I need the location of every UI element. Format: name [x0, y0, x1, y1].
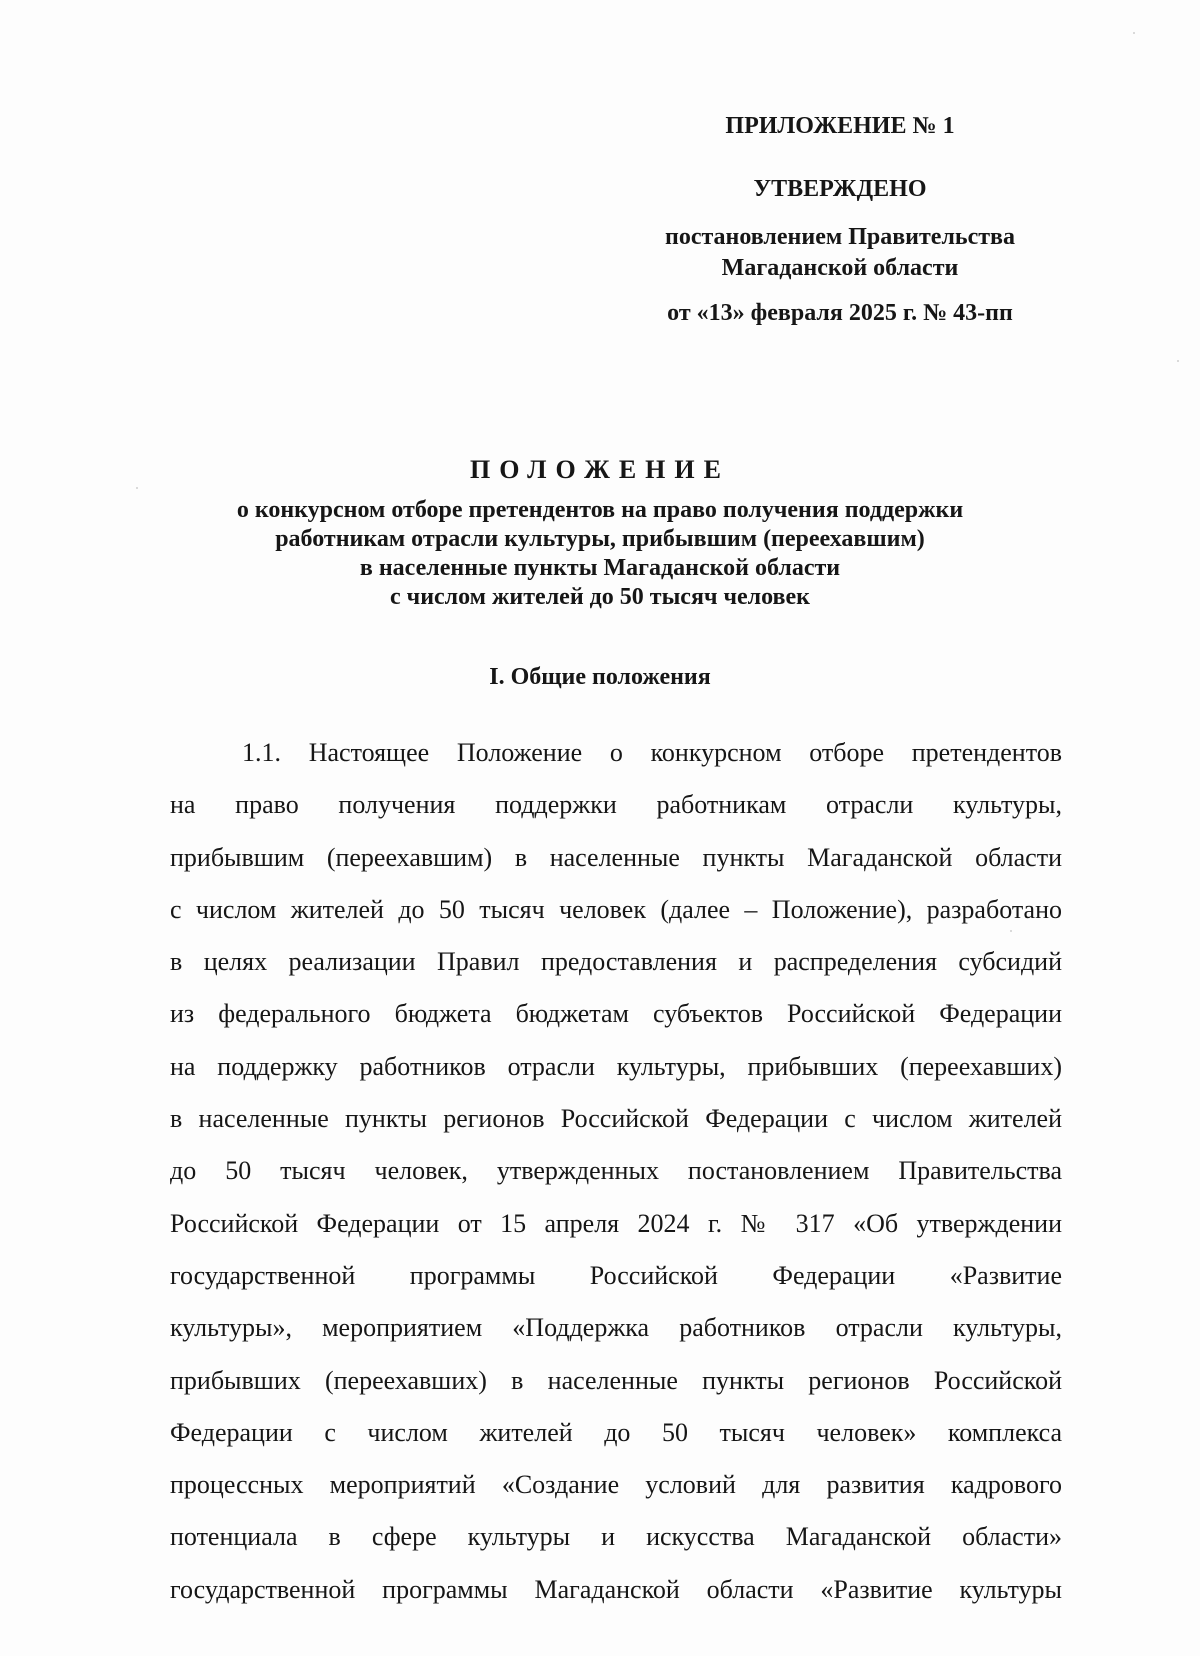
scan-speck — [1177, 360, 1179, 362]
paragraph-line: государственной программы Магаданской области «Развитие культуры — [170, 1574, 1062, 1604]
paragraph-1-1 — [170, 727, 1062, 1616]
subtitle-line: с числом жителей до 50 тысяч человек — [390, 584, 810, 610]
section-heading: I. Общие положения — [489, 664, 711, 690]
scan-speck — [1133, 32, 1135, 34]
paragraph-line: с числом жителей до 50 тысяч человек (далее – Положение), разработано — [170, 894, 1062, 924]
approved-label: УТВЕРЖДЕНО — [753, 176, 927, 202]
paragraph-line: Российской Федерации от 15 апреля 2024 г. № 317 «Об утверждении — [170, 1208, 1062, 1238]
paragraph-line: 1.1. Настоящее Положение о конкурсном отборе претендентов — [242, 738, 1062, 767]
approved-by-region: Магаданской области — [721, 255, 959, 281]
paragraph-line: в целях реализации Правил предоставления и распределения субсидий — [170, 947, 1062, 977]
paragraph-line: государственной программы Российской Федерации «Развитие — [170, 1260, 1062, 1290]
paragraph-line: на право получения поддержки работникам отрасли культуры, — [170, 790, 1062, 820]
paragraph-line: до 50 тысяч человек, утвержденных постановлением Правительства — [170, 1156, 1062, 1186]
approval-date-number: от «13» февраля 2025 г. № 43-пп — [667, 300, 1013, 326]
paragraph-line: потенциала в сфере культуры и искусства Магаданской области» — [170, 1522, 1062, 1552]
subtitle-line: в населенные пункты Магаданской области — [359, 555, 841, 581]
paragraph-line: прибывших (переехавших) в населенные пункты регионов Российской — [170, 1365, 1062, 1395]
paragraph-line: культуры», мероприятием «Поддержка работников отрасли культуры, — [170, 1313, 1062, 1343]
document-subtitle — [150, 496, 1050, 612]
paragraph-line: процессных мероприятий «Создание условий для развития кадрового — [170, 1470, 1062, 1500]
paragraph-line: прибывшим (переехавшим) в населенные пункты Магаданской области — [170, 842, 1062, 872]
subtitle-line: о конкурсном отборе претендентов на право получения поддержки — [236, 497, 964, 523]
paragraph-line: в населенные пункты регионов Российской Федерации с числом жителей — [170, 1104, 1062, 1134]
document-title: ПОЛОЖЕНИЕ — [470, 455, 730, 484]
subtitle-line: работникам отрасли культуры, прибывшим (переехавшим) — [275, 526, 925, 552]
paragraph-line: Федерации с числом жителей до 50 тысяч человек» комплекса — [170, 1417, 1062, 1447]
paragraph-line: из федерального бюджета бюджетам субъектов Российской Федерации — [170, 999, 1062, 1029]
appendix-number: ПРИЛОЖЕНИЕ № 1 — [725, 113, 955, 139]
approved-by-line: постановлением Правительства — [664, 224, 1015, 250]
scan-speck — [136, 487, 138, 489]
paragraph-line: на поддержку работников отрасли культуры, прибывших (переехавших) — [170, 1051, 1062, 1081]
